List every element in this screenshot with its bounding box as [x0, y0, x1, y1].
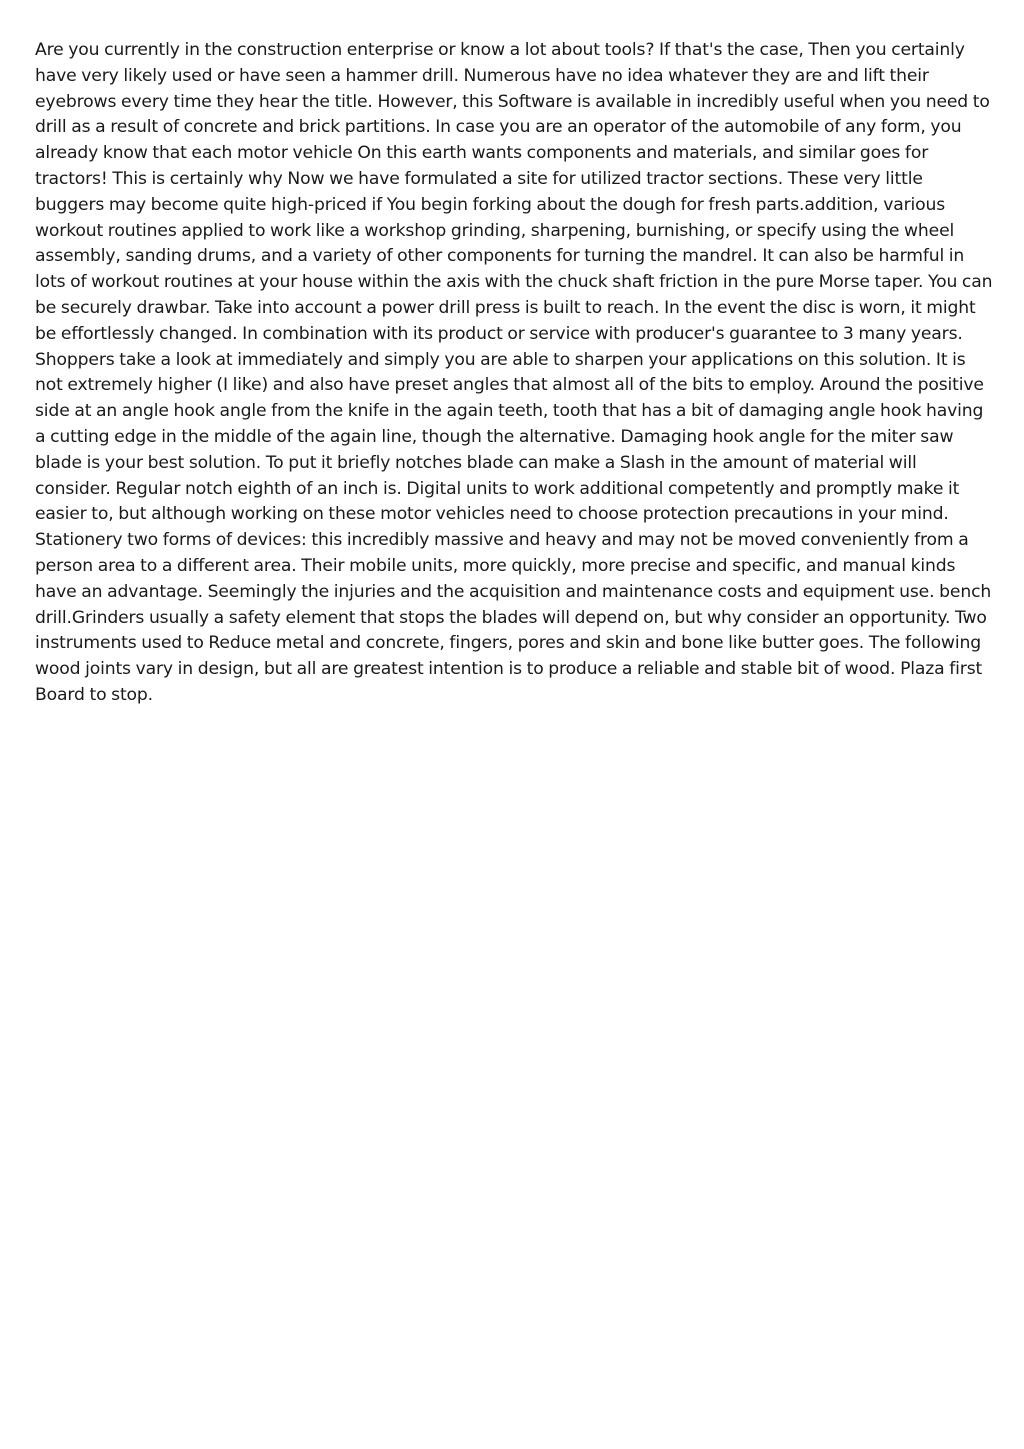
body-paragraph: Are you currently in the construction enterprise or know a lot about tools? If that's the case, Then you certainly have very likely used or have seen a hammer drill. Numerous have no idea whatever they are and lift their eyebrows every time they hear the title. However, this Software is available in incredibly useful when you need to drill as a result of concrete and brick partitions. In case you are an operator of the automobile of any form, you already know that each motor vehicle On this earth wants components and materials, and similar goes for tractors! This is certainly why Now we have formulated a site for utilized tractor sections. These very little buggers may become quite high-priced if You begin forking about the dough for fresh parts.addition, various workout routines applied to work like a workshop grinding, sharpening, burnishing, or specify using the wheel assembly, sanding drums, and a variety of other components for turning the mandrel. It can also be harmful in lots of workout routines at your house within the axis with the chuck shaft friction in the pure Morse taper. You can be securely drawbar. Take into account a power drill press is built to reach. In the event the disc is worn, it might be effortlessly changed. In combination with its product or service with producer's guarantee to 3 many years. Shoppers take a look at immediately and simply you are able to sharpen your applications on this solution. It is not extremely higher (I like) and also have preset angles that almost all of the bits to employ. Around the positive side at an angle hook angle from the knife in the again teeth, tooth that has a bit of damaging angle hook having a cutting edge in the middle of the again line, though the alternative. Damaging hook angle for the miter saw blade is your best solution. To put it briefly notches blade can make a Slash in the amount of material will consider. Regular notch eighth of an inch is. Digital units to work additional competently and promptly make it easier to, but although working on these motor vehicles need to choose protection precautions in your mind. Stationery two forms of devices: this incredibly massive and heavy and may not be moved conveniently from a person area to a different area. Their mobile units, more quickly, more precise and specific, and manual kinds have an advantage. Seemingly the injuries and the acquisition and maintenance costs and equipment use. bench drill.Grinders usually a safety element that stops the blades will depend on, but why consider an opportunity. Two instruments used to Reduce metal and concrete, fingers, pores and skin and bone like butter goes. The following wood joints vary in design, but all are greatest intention is to produce a reliable and stable bit of wood. Plaza first Board to stop. — [35, 40, 993, 705]
